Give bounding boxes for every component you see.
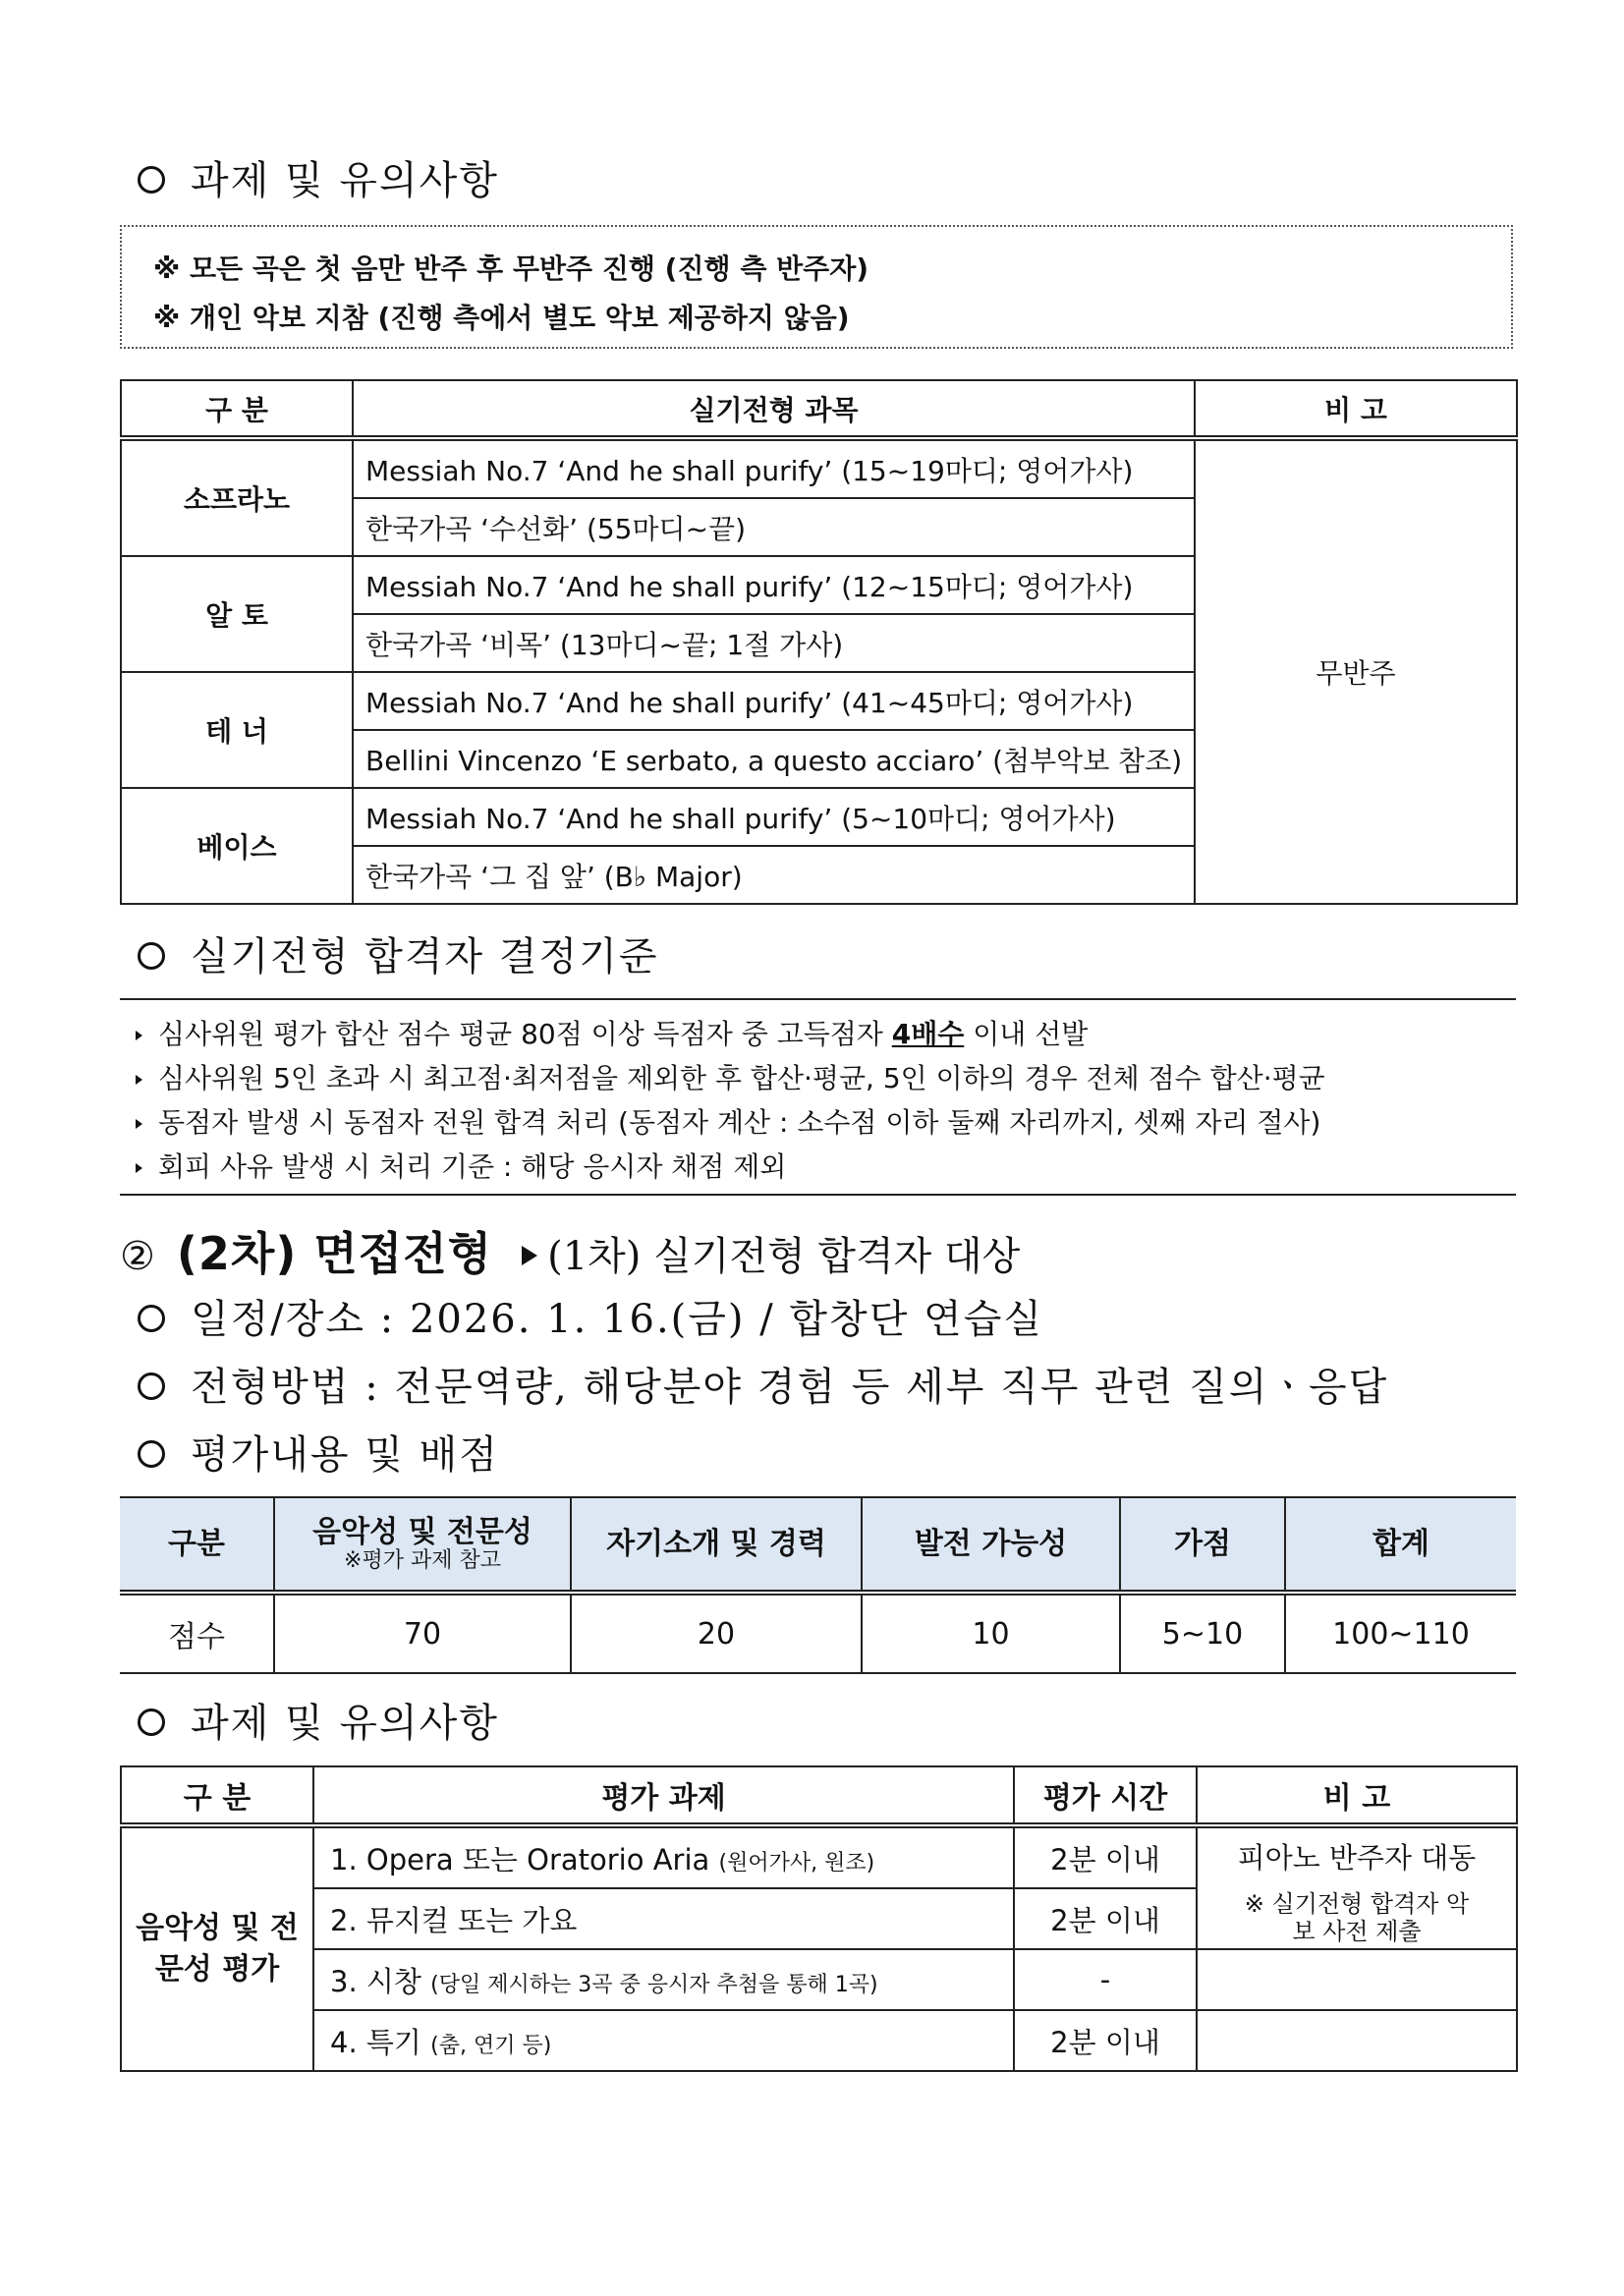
triangle-bullet-icon <box>136 1119 142 1129</box>
col-header-subject: 실기전형 과목 <box>353 380 1195 438</box>
circle-bullet-icon <box>138 166 165 194</box>
section-heading-interview-tasks: 과제 및 유의사항 <box>138 1692 499 1748</box>
row-label: 점수 <box>120 1593 274 1673</box>
col-header: 평가 시간 <box>1014 1766 1197 1825</box>
list-item: 심사위원 평가 합산 점수 평균 80점 이상 득점자 중 고득점자 4배수 이내 선발 <box>120 1012 1516 1056</box>
col-header: 평가 과제 <box>313 1766 1014 1825</box>
notice-box <box>120 225 1513 349</box>
section-title: (2차) 면접전형 <box>176 1227 493 1280</box>
note-cell-empty <box>1197 2010 1517 2071</box>
section-heading-tasks: 과제 및 유의사항 <box>138 149 499 205</box>
circle-bullet-icon <box>138 1440 165 1468</box>
section2-title <box>120 1218 1020 1283</box>
note-cell: 피아노 반주자 대동 ※ 실기전형 합격자 악보 사전 제출 <box>1197 1825 1517 1949</box>
time-cell: 2분 이내 <box>1014 1825 1197 1888</box>
col-header: 비 고 <box>1197 1766 1517 1825</box>
triangle-bullet-icon <box>136 1163 142 1173</box>
category-soprano: 소프라노 <box>121 438 353 556</box>
list-item: 회피 사유 발생 시 처리 기준 : 해당 응시자 채점 제외 <box>120 1145 1516 1189</box>
triangle-bullet-icon <box>136 1031 142 1040</box>
task-cell: 4. 특기 (춤, 연기 등) <box>313 2010 1014 2071</box>
score-table <box>120 1496 1516 1674</box>
col-header: 음악성 및 전문성 ※평가 과제 참고 <box>274 1497 571 1593</box>
subject-cell: Bellini Vincenzo ‘E serbato, a questo acciaro’ (첨부악보 참조) <box>353 730 1195 788</box>
notice-line: ※ 모든 곡은 첫 음만 반주 후 무반주 진행 (진행 측 반주자) <box>153 252 869 285</box>
score-cell: 10 <box>862 1593 1120 1673</box>
col-header: 구 분 <box>121 1766 313 1825</box>
remark-cell: 무반주 <box>1195 438 1517 904</box>
section-number: ② <box>120 1234 155 1279</box>
task-cell: 2. 뮤지컬 또는 가요 <box>313 1888 1014 1949</box>
notice-line: ※ 개인 악보 지참 (진행 측에서 별도 악보 제공하지 않음) <box>153 302 850 334</box>
time-cell: 2분 이내 <box>1014 1888 1197 1949</box>
category-bass: 베이스 <box>121 788 353 904</box>
time-cell: - <box>1014 1949 1197 2010</box>
category-tenor: 테 너 <box>121 672 353 788</box>
section-heading-evaluation: 평가내용 및 배점 <box>138 1424 499 1480</box>
subject-cell: Messiah No.7 ‘And he shall purify’ (41~45마디; 영어가사) <box>353 672 1195 730</box>
schedule-line: 일정/장소 : 2026. 1. 16.(금) / 합창단 연습실 <box>138 1288 1043 1344</box>
col-header: 구분 <box>120 1497 274 1593</box>
col-header: 합계 <box>1285 1497 1516 1593</box>
col-header: 가점 <box>1120 1497 1285 1593</box>
category-alto: 알 토 <box>121 556 353 672</box>
col-header-remark: 비 고 <box>1195 380 1517 438</box>
subject-cell: 한국가곡 ‘비목’ (13마디~끝; 1절 가사) <box>353 614 1195 672</box>
score-cell: 20 <box>571 1593 862 1673</box>
task-cell: 3. 시창 (당일 제시하는 3곡 중 응시자 추첨을 통해 1곡) <box>313 1949 1014 2010</box>
score-cell: 5~10 <box>1120 1593 1285 1673</box>
subject-cell: Messiah No.7 ‘And he shall purify’ (5~10마디; 영어가사) <box>353 788 1195 846</box>
subject-cell: 한국가곡 ‘그 집 앞’ (B♭ Major) <box>353 846 1195 904</box>
triangle-bullet-icon <box>522 1246 537 1265</box>
time-cell: 2분 이내 <box>1014 2010 1197 2071</box>
category-cell: 음악성 및 전문성 평가 <box>121 1825 313 2071</box>
task-cell: 1. Opera 또는 Oratorio Aria (원어가사, 원조) <box>313 1825 1014 1888</box>
subject-cell: Messiah No.7 ‘And he shall purify’ (12~15마디; 영어가사) <box>353 556 1195 614</box>
col-header: 자기소개 및 경력 <box>571 1497 862 1593</box>
method-line: 전형방법 : 전문역량, 해당분야 경험 등 세부 직무 관련 질의ㆍ응답 <box>138 1356 1388 1412</box>
list-item: 심사위원 5인 초과 시 최고점·최저점을 제외한 후 합산·평균, 5인 이하의 경우 전체 점수 합산·평균 <box>120 1056 1516 1100</box>
criteria-list <box>120 998 1516 1196</box>
circle-bullet-icon <box>138 1305 165 1332</box>
circle-bullet-icon <box>138 1372 165 1400</box>
score-cell: 70 <box>274 1593 571 1673</box>
list-item: 동점자 발생 시 동점자 전원 합격 처리 (동점자 계산 : 소수점 이하 둘째 자리까지, 셋째 자리 절사) <box>120 1100 1516 1145</box>
section-subtitle: (1차) 실기전형 합격자 대상 <box>522 1234 1020 1279</box>
circle-bullet-icon <box>138 1708 165 1736</box>
col-header-category: 구 분 <box>121 380 353 438</box>
practical-exam-table <box>120 379 1518 905</box>
emphasis-text: 4배수 <box>891 1018 965 1050</box>
subject-cell: Messiah No.7 ‘And he shall purify’ (15~19마디; 영어가사) <box>353 438 1195 498</box>
interview-task-table <box>120 1765 1518 2072</box>
section-heading-criteria: 실기전형 합격자 결정기준 <box>138 925 658 981</box>
triangle-bullet-icon <box>136 1075 142 1085</box>
note-cell-empty <box>1197 1949 1517 2010</box>
col-header: 발전 가능성 <box>862 1497 1120 1593</box>
subject-cell: 한국가곡 ‘수선화’ (55마디~끝) <box>353 498 1195 556</box>
score-cell: 100~110 <box>1285 1593 1516 1673</box>
circle-bullet-icon <box>138 942 165 970</box>
